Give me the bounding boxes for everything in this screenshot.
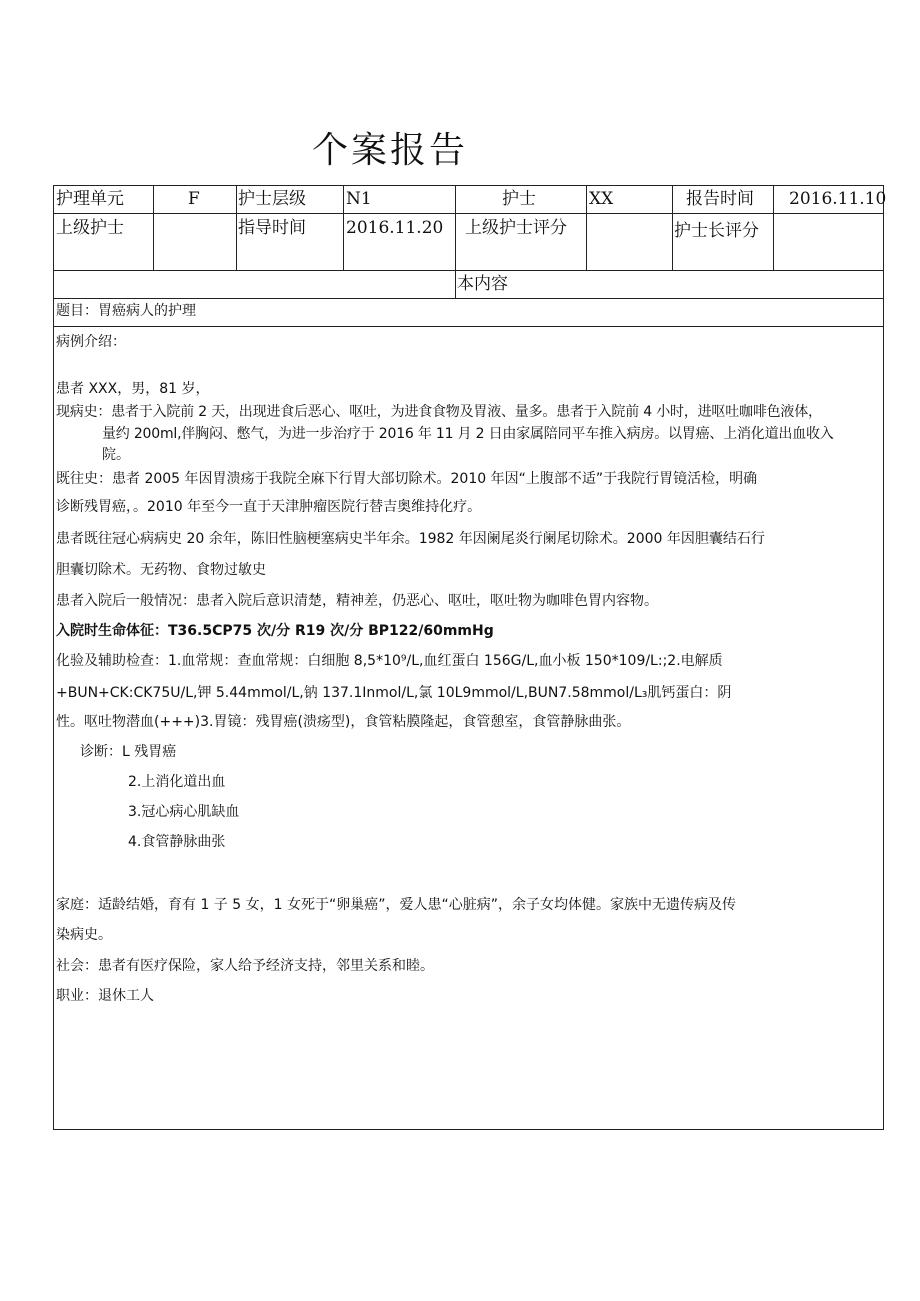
patient-line: 患者 XXX，男，81 岁， (56, 381, 210, 397)
lab-line: 性。呕吐物潜血(+++)3.胃镜：残胃癌(溃疡型)，食管粘膜隆起，食管憩室，食管静脉曲张。 (56, 714, 631, 730)
occupation-line: 职业：退休工人 (56, 988, 154, 1004)
row-divider (53, 213, 884, 214)
nurse-level-value: N1 (346, 189, 372, 209)
report-time-value: 2016.11.10 (789, 189, 887, 209)
row-divider (53, 270, 884, 271)
diagnosis-line: 2.上消化道出血 (128, 774, 226, 790)
nurse-label: 护士 (502, 189, 536, 209)
col-divider (236, 185, 237, 270)
general-condition-line: 患者入院后一般情况：患者入院后意识清楚，精神差，仍恶心、呕吐，呕吐物为咖啡色胃内容物。 (56, 593, 658, 609)
case-intro-label: 病例介绍： (56, 334, 126, 350)
past-history-line: 既往史：患者 2005 年因胃溃疡于我院全麻下行胃大部切除术。2010 年因“上腹部不适”于我院行胃镜活检，明确 (56, 471, 758, 487)
present-history-line: 院。 (102, 447, 130, 463)
society-line: 社会：患者有医疗保险，家人给予经济支持，邻里关系和睦。 (56, 958, 434, 974)
content-header: 本内容 (457, 274, 508, 294)
past-history-line: 诊断残胃癌，。2010 年至今一直于天津肿瘤医院行替吉奥维持化疗。 (56, 499, 482, 515)
head-nurse-score-label: 护士长评分 (674, 221, 759, 241)
senior-score-label: 上级护士评分 (465, 218, 567, 238)
vitals-line: 入院时生命体征：T36.5CP75 次/分 R19 次/分 BP122/60mmHg (56, 623, 494, 639)
past-history-line: 患者既往冠心病病史 20 余年，陈旧性脑梗塞病史半年余。1982 年因阑尾炎行阑尾切除术。2000 年因胆囊结石行 (56, 531, 765, 547)
diagnosis-line: 4.食管静脉曲张 (128, 834, 226, 850)
family-line: 家庭：适龄结婚，育有 1 子 5 女，1 女死于“卵巢癌”，爱人患“心脏病”，余子女均体健。家族中无遗传病及传 (56, 897, 736, 913)
nurse-level-label: 护士层级 (238, 189, 306, 209)
page-title: 个案报告 (312, 130, 469, 171)
lab-line: 化验及辅助检查：1.血常规：查血常规：白细胞 8,5*10⁹/L,血红蛋白 156G/L,血小板 150*109/L:;2.电解质 (56, 653, 723, 669)
col-divider (455, 185, 456, 298)
col-divider (343, 185, 344, 270)
row-divider (53, 326, 884, 327)
family-line: 染病史。 (56, 927, 112, 943)
col-divider (773, 185, 774, 270)
diagnosis-line: 3.冠心病心肌缺血 (128, 804, 240, 820)
diagnosis-line: 诊断：L 残胃癌 (80, 744, 177, 760)
col-divider (153, 185, 154, 270)
present-history-line: 现病史：患者于入院前 2 天，出现进食后恶心、呕吐，为进食食物及胃液、量多。患者于入院前 4 小时，进呕吐咖啡色液体， (56, 404, 822, 420)
nursing-unit-value: F (188, 189, 200, 209)
guidance-time-label: 指导时间 (238, 218, 306, 238)
past-history-line: 胆囊切除术。无药物、食物过敏史 (56, 562, 266, 578)
nursing-unit-label: 护理单元 (56, 189, 124, 209)
lab-line: +BUN+CK:CK75U/L,钾 5.44mmol/L,钠 137.1Inmol/L,氯 10L9mmol/L,BUN7.58mmol/L₃肌钙蛋白：阴 (56, 685, 732, 701)
row-divider (53, 298, 884, 299)
nurse-value: XX (589, 189, 614, 209)
senior-nurse-label: 上级护士 (56, 218, 124, 238)
topic: 题目：胃癌病人的护理 (56, 303, 196, 319)
present-history-line: 量约 200ml,伴胸闷、憋气，为进一步治疗于 2016 年 11 月 2 日由家属陪同平车推入病房。以胃癌、上消化道出血收入 (102, 426, 834, 442)
report-time-label: 报告时间 (686, 189, 754, 209)
col-divider (672, 185, 673, 270)
col-divider (586, 185, 587, 270)
guidance-time-value: 2016.11.20 (346, 218, 444, 238)
